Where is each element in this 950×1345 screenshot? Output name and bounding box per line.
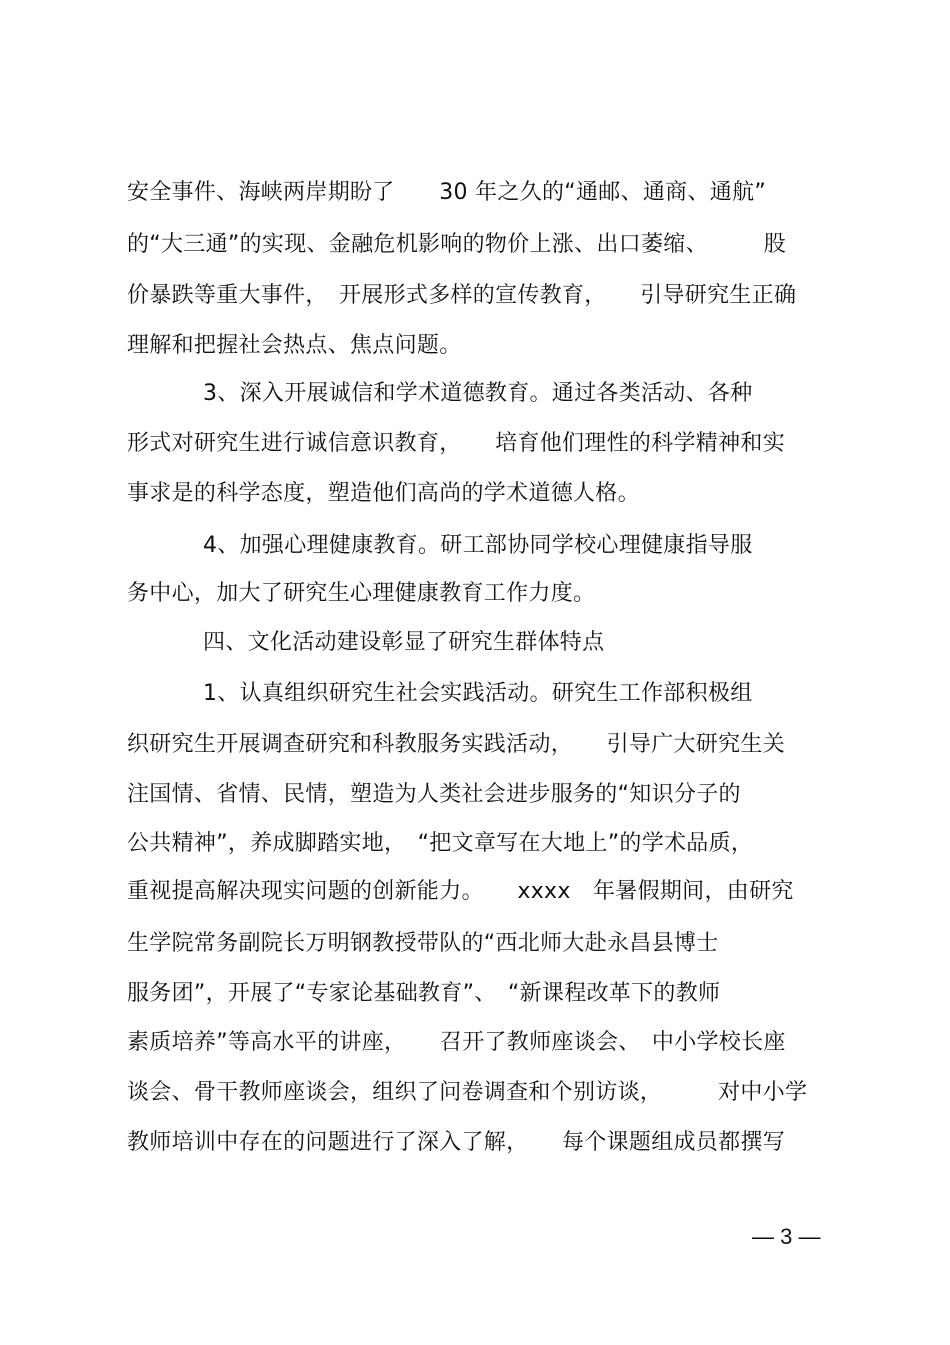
text-line: 的“大三通”的实现、金融危机影响的物价上涨、出口萎缩、 股	[127, 232, 787, 257]
text-line: 理解和把握社会热点、焦点问题。	[127, 333, 462, 358]
text-line: 事求是的科学态度，塑造他们高尚的学术道德人格。	[127, 481, 640, 506]
paragraph-start-line: 4、加强心理健康教育。研工部协同学校心理健康指导服	[203, 533, 753, 558]
page-number: — 3 —	[752, 1224, 821, 1249]
text-line: 形式对研究生进行诚信意识教育， 培育他们理性的科学精神和实	[127, 431, 786, 456]
text-line: 公共精神”，养成脚踏实地， “把文章写在大地上”的学术品质，	[127, 831, 754, 856]
text-line: 织研究生开展调查研究和科教服务实践活动， 引导广大研究生关	[127, 732, 786, 757]
section-heading: 四、文化活动建设彰显了研究生群体特点	[203, 630, 605, 655]
text-line: 教师培训中存在的问题进行了深入了解， 每个课题组成员都撰写	[127, 1130, 786, 1155]
text-line: 安全事件、海峡两岸期盼了 30 年之久的“通邮、通商、通航”	[127, 180, 767, 205]
text-line: 重视提高解决现实问题的创新能力。 xxxx 年暑假期间，由研究	[127, 879, 794, 904]
paragraph-start-line: 1、认真组织研究生社会实践活动。研究生工作部积极组	[203, 681, 753, 706]
text-line: 谈会、骨干教师座谈会，组织了问卷调查和个别访谈， 对中小学	[127, 1080, 808, 1105]
text-line: 价暴跌等重大事件， 开展形式多样的宣传教育， 引导研究生正确	[127, 283, 797, 308]
text-line: 服务团”，开展了“专家论基础教育”、 “新课程改革下的教师	[127, 981, 721, 1006]
text-line: 素质培养”等高水平的讲座， 召开了教师座谈会、 中小学校长座	[127, 1030, 786, 1055]
text-line: 务中心，加大了研究生心理健康教育工作力度。	[127, 581, 596, 606]
paragraph-start-line: 3、深入开展诚信和学术道德教育。通过各类活动、各种	[203, 381, 753, 406]
text-line: 注国情、省情、民情，塑造为人类社会进步服务的“知识分子的	[127, 782, 741, 807]
text-line: 生学院常务副院长万明钢教授带队的“西北师大赴永昌县博士	[127, 931, 719, 956]
